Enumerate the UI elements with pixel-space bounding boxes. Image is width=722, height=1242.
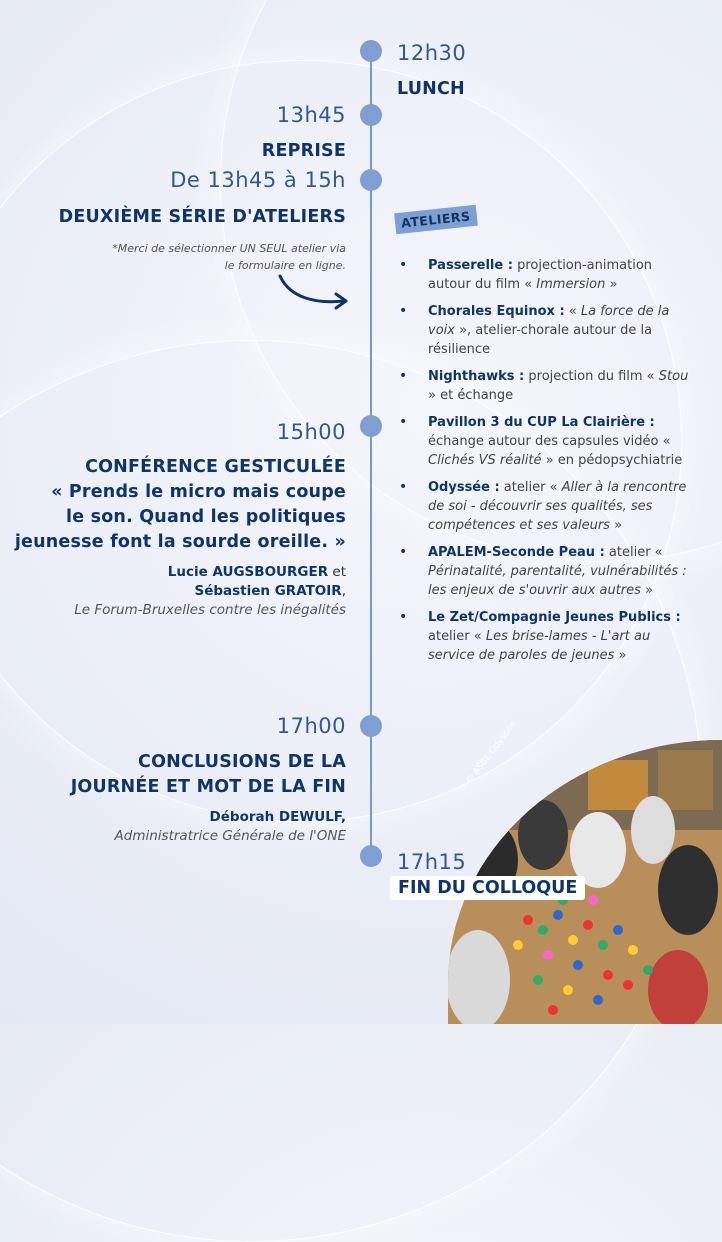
atelier-name: Chorales Equinox : <box>428 304 565 319</box>
atelier-title: Stou <box>658 369 689 384</box>
title-line: « Prends le micro mais coupe <box>51 482 346 502</box>
atelier-description: projection-animation autour du film « <box>428 258 653 292</box>
time-conference: 15h00 <box>276 420 346 444</box>
title-line: jeunesse font la sourde oreille. » <box>14 532 346 552</box>
title-line: CONFÉRENCE GESTICULÉE <box>85 457 346 477</box>
speaker-name: Lucie AUGSBOURGER <box>167 564 329 580</box>
atelier-item <box>397 302 697 359</box>
atelier-item <box>397 256 697 294</box>
selection-note <box>86 240 346 274</box>
atelier-name: APALEM-Seconde Peau : <box>428 545 605 560</box>
speaker-name: Sébastien GRATOIR <box>194 583 342 599</box>
atelier-description: » et échange <box>428 388 514 403</box>
title-end: FIN DU COLLOQUE <box>390 876 585 900</box>
timeline-dot <box>360 40 382 62</box>
atelier-title: Périnatalité, parentalité, vulnérabilités : les enjeux de s'ouvrir aux autres <box>428 564 687 598</box>
atelier-item <box>397 543 697 600</box>
curved-arrow-icon <box>276 270 352 314</box>
atelier-description: » <box>640 583 654 598</box>
atelier-name: Pavillon 3 du CUP La Clairière : <box>428 415 655 430</box>
atelier-title: Les brise-lames - L'art au service de paroles de jeunes <box>428 629 651 663</box>
atelier-description: atelier « <box>499 480 562 495</box>
atelier-name: Passerelle : <box>428 258 513 273</box>
title-ateliers: DEUXIÈME SÉRIE D'ATELIERS <box>58 207 346 227</box>
conclusions-speaker <box>115 808 346 846</box>
atelier-list <box>397 256 697 673</box>
timeline-dot <box>360 715 382 737</box>
speaker-name: Déborah DEWULF, <box>209 809 346 825</box>
atelier-description: » <box>614 648 627 663</box>
atelier-item <box>397 367 697 405</box>
atelier-title: La force de la voix <box>428 304 670 338</box>
note-line: *Merci de sélectionner UN SEUL atelier via <box>112 242 346 255</box>
atelier-description: » <box>605 277 618 292</box>
title-lunch: LUNCH <box>397 79 465 99</box>
note-line: le formulaire en ligne. <box>224 259 346 272</box>
time-conclusions: 17h00 <box>276 714 346 738</box>
atelier-title: Clichés VS réalité <box>428 453 542 468</box>
title-line: CONCLUSIONS DE LA <box>138 752 346 772</box>
atelier-name: Le Zet/Compagnie Jeunes Publics : <box>428 610 681 625</box>
atelier-name: Odyssée : <box>428 480 500 495</box>
atelier-item <box>397 413 697 470</box>
title-conference <box>15 455 346 555</box>
atelier-item <box>397 478 697 535</box>
atelier-description: atelier « <box>604 545 663 560</box>
atelier-description: échange autour des capsules vidéo « <box>428 434 671 449</box>
title-conclusions <box>71 750 346 800</box>
photo-credit: © ASBL Odyssée <box>464 719 519 787</box>
atelier-description: » en pédopsychiatrie <box>541 453 683 468</box>
timeline-dot <box>360 104 382 126</box>
ateliers-tag: ATELIERS <box>394 205 477 234</box>
time-ateliers: De 13h45 à 15h <box>170 168 346 192</box>
conference-speakers <box>74 563 346 620</box>
speaker-comma: , <box>341 583 346 599</box>
speaker-conjunction: et <box>328 564 346 580</box>
time-lunch: 12h30 <box>397 41 467 65</box>
atelier-description: », atelier-chorale autour de la résilience <box>428 323 653 357</box>
atelier-title: Immersion <box>536 277 606 292</box>
time-end: 17h15 <box>397 850 467 874</box>
atelier-description: projection du film « <box>524 369 659 384</box>
timeline-dot <box>360 415 382 437</box>
title-line: le son. Quand les politiques <box>66 507 346 527</box>
timeline-dot <box>360 169 382 191</box>
speaker-organization: Le Forum-Bruxelles contre les inégalités <box>74 602 346 618</box>
atelier-description: » <box>609 518 623 533</box>
timeline-dot <box>360 845 382 867</box>
title-reprise: REPRISE <box>261 141 346 161</box>
title-line: JOURNÉE ET MOT DE LA FIN <box>70 777 346 797</box>
atelier-description: « <box>564 304 581 319</box>
time-reprise: 13h45 <box>276 103 346 127</box>
atelier-name: Nighthawks : <box>428 369 525 384</box>
speaker-role: Administratrice Générale de l'ONE <box>114 828 346 844</box>
atelier-title: Aller à la rencontre de soi - découvrir ses qualités, ses compétences et ses valeurs <box>428 480 687 533</box>
atelier-description: atelier « <box>428 629 486 644</box>
atelier-item <box>397 608 697 665</box>
